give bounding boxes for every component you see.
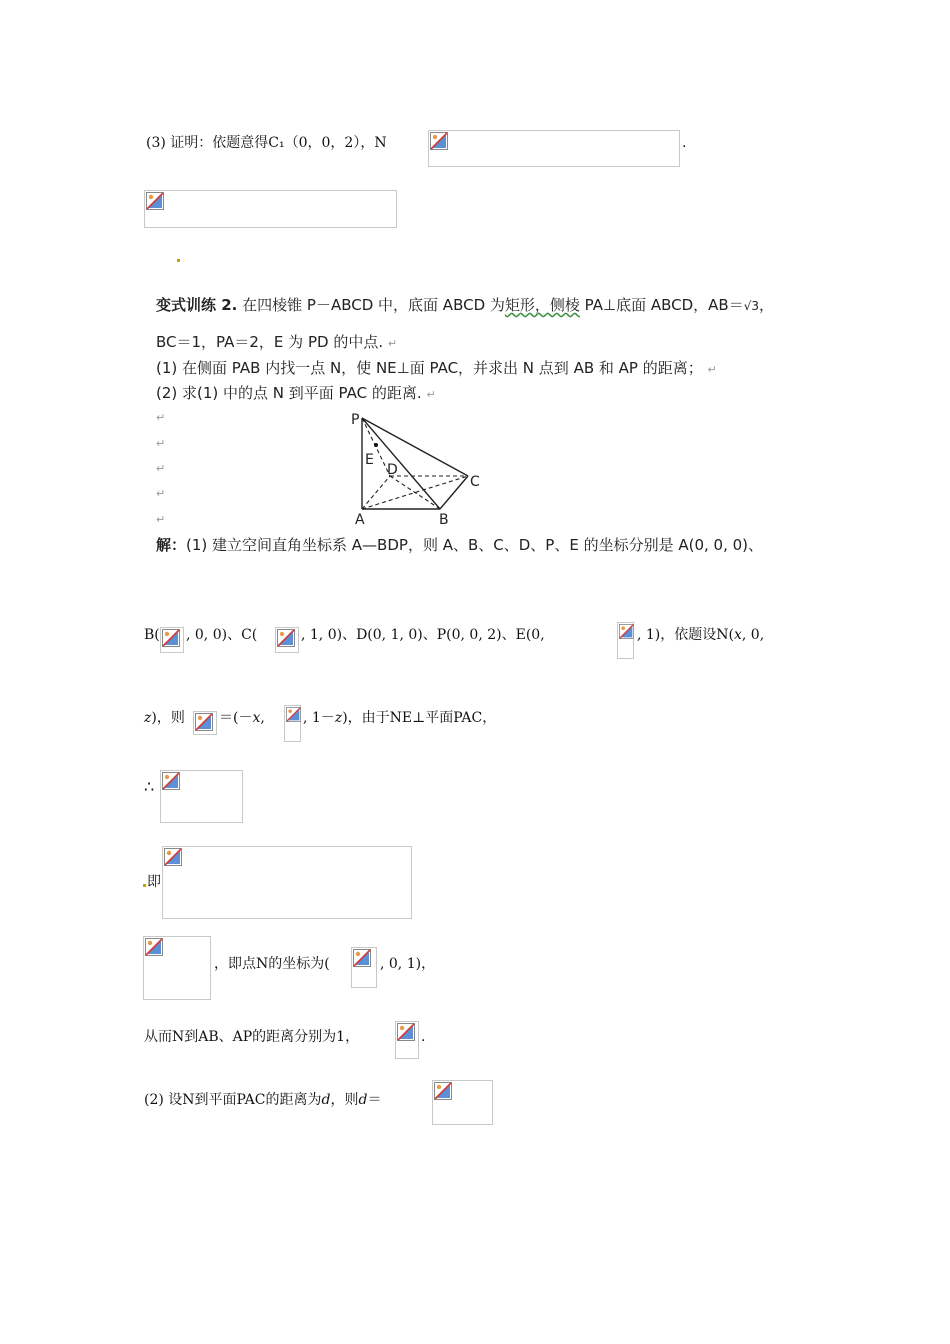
coords-c-post: , 1, 0)、D(0, 1, 0)、P(0, 0, 2)、E(0,	[301, 627, 545, 643]
var-z: z	[144, 710, 152, 726]
paragraph-mark: ↵	[156, 437, 166, 450]
ne-line-d: , 1－	[303, 710, 335, 726]
exercise-q1	[156, 357, 717, 378]
therefore-sign: ∴	[144, 777, 155, 796]
broken-image-icon	[277, 629, 295, 647]
paragraph-mark: ↵	[426, 388, 436, 401]
paragraph-mark: ↵	[156, 513, 166, 526]
anchor-dot	[177, 259, 180, 262]
var-d: d	[321, 1092, 331, 1108]
ji-text: 即	[147, 874, 161, 890]
edge-BC	[440, 476, 468, 509]
part2-mid: ，则	[330, 1092, 359, 1108]
exercise-intro-b: PA⊥底面 ABCD，AB＝	[579, 296, 744, 314]
ne-line-end	[303, 709, 496, 727]
ne-line-b	[219, 709, 265, 727]
distance-text: 从而N到AB、AP的距离分别为1，	[144, 1029, 360, 1045]
broken-image	[428, 130, 680, 167]
label-D: D	[387, 462, 398, 478]
broken-image-icon	[353, 949, 371, 967]
broken-image	[351, 947, 377, 988]
ne-line-e: )，由于NE⊥平面PAC，	[342, 710, 497, 726]
solution-label: 解：	[156, 536, 187, 554]
coords-b-post: , 0, 0)、C(	[186, 627, 258, 643]
part2-eq: ＝	[367, 1092, 382, 1108]
broken-image	[284, 705, 301, 742]
broken-image-icon	[146, 192, 164, 210]
sqrt3: √3	[743, 299, 760, 313]
n-coord-tail: , 0, 1)，	[380, 956, 436, 972]
broken-image	[432, 1080, 493, 1125]
broken-image-icon	[434, 1082, 452, 1100]
broken-image-icon	[397, 1023, 415, 1041]
var-x: x	[252, 710, 261, 726]
broken-image-icon	[430, 132, 448, 150]
broken-image	[193, 711, 217, 735]
exercise-line2	[156, 331, 397, 352]
broken-image	[617, 622, 634, 659]
broken-image-icon	[164, 848, 182, 866]
broken-image	[162, 846, 412, 919]
exercise-q2	[156, 382, 436, 403]
var-x: x	[733, 627, 742, 643]
label-B: B	[439, 512, 449, 528]
anchor-dot	[143, 884, 146, 887]
q2-text: (2) 求(1) 中的点 N 到平面 PAC 的距离.	[156, 384, 422, 402]
exercise-intro-wavy: 矩形，侧棱	[504, 296, 580, 314]
coords-b-pre: B(	[144, 627, 160, 643]
exercise-intro-c: ，	[759, 296, 775, 314]
broken-image	[160, 770, 243, 823]
label-P: P	[351, 412, 360, 428]
coords-e-post-text: , 1)，依题设N(	[637, 627, 734, 643]
broken-image	[275, 627, 299, 653]
var-d: d	[358, 1092, 368, 1108]
exercise-intro: 在四棱锥 P－ABCD 中，底面 ABCD 为	[242, 296, 505, 314]
n-coord-text: ，即点N的坐标为(	[214, 956, 330, 972]
coords-n-post: , 0,	[741, 627, 765, 643]
var-z: z	[334, 710, 343, 726]
distance-tail: .	[421, 1029, 426, 1045]
broken-image-icon	[145, 938, 163, 956]
part2-line	[144, 1091, 381, 1109]
solution-text: (1) 建立空间直角坐标系 A—BDP，则 A、B、C、D、P、E 的坐标分别是 A(0, 0, 0)、	[186, 536, 764, 554]
paragraph-mark: ↵	[156, 487, 166, 500]
q1-text: (1) 在侧面 PAB 内找一点 N，使 NE⊥面 PAC，并求出 N 点到 AB 和 AP 的距离；	[156, 359, 703, 377]
exercise-line2-text: BC＝1，PA＝2，E 为 PD 的中点.	[156, 333, 384, 351]
paragraph-mark: ↵	[156, 462, 166, 475]
pyramid-figure	[348, 406, 493, 528]
ne-line-a: )，则	[151, 710, 185, 726]
ne-line-c: ,	[260, 710, 265, 726]
broken-image	[160, 627, 184, 653]
exercise-line1	[156, 294, 774, 315]
paragraph-mark: ↵	[387, 337, 398, 350]
broken-image-icon	[162, 629, 180, 647]
exercise-label: 变式训练 2.	[156, 296, 238, 314]
paragraph-mark: ↵	[707, 363, 717, 376]
edge-AD	[362, 476, 390, 509]
part2-text: (2) 设N到平面PAC的距离为	[144, 1092, 322, 1108]
broken-image-icon	[286, 707, 301, 722]
ne-line-b-text: ＝(－	[219, 710, 253, 726]
paragraph-mark: ↵	[156, 411, 166, 424]
part3-suffix: .	[682, 135, 687, 151]
point-E	[374, 443, 378, 447]
coords-e-post	[637, 626, 764, 644]
broken-image-icon	[619, 624, 634, 639]
edge-PC	[362, 418, 468, 476]
solution-line	[156, 534, 763, 555]
ne-line-start	[144, 709, 185, 727]
label-E: E	[365, 452, 374, 468]
label-A: A	[355, 512, 365, 528]
part3-line	[146, 134, 387, 152]
broken-image	[143, 936, 211, 1000]
part3-prefix: (3) 证明：依题意得C₁（0，0，2），N	[146, 135, 387, 151]
broken-image	[144, 190, 397, 228]
label-C: C	[470, 474, 480, 490]
broken-image-icon	[162, 772, 180, 790]
broken-image	[395, 1021, 419, 1059]
broken-image-icon	[195, 713, 213, 731]
edge-DB	[390, 476, 440, 509]
